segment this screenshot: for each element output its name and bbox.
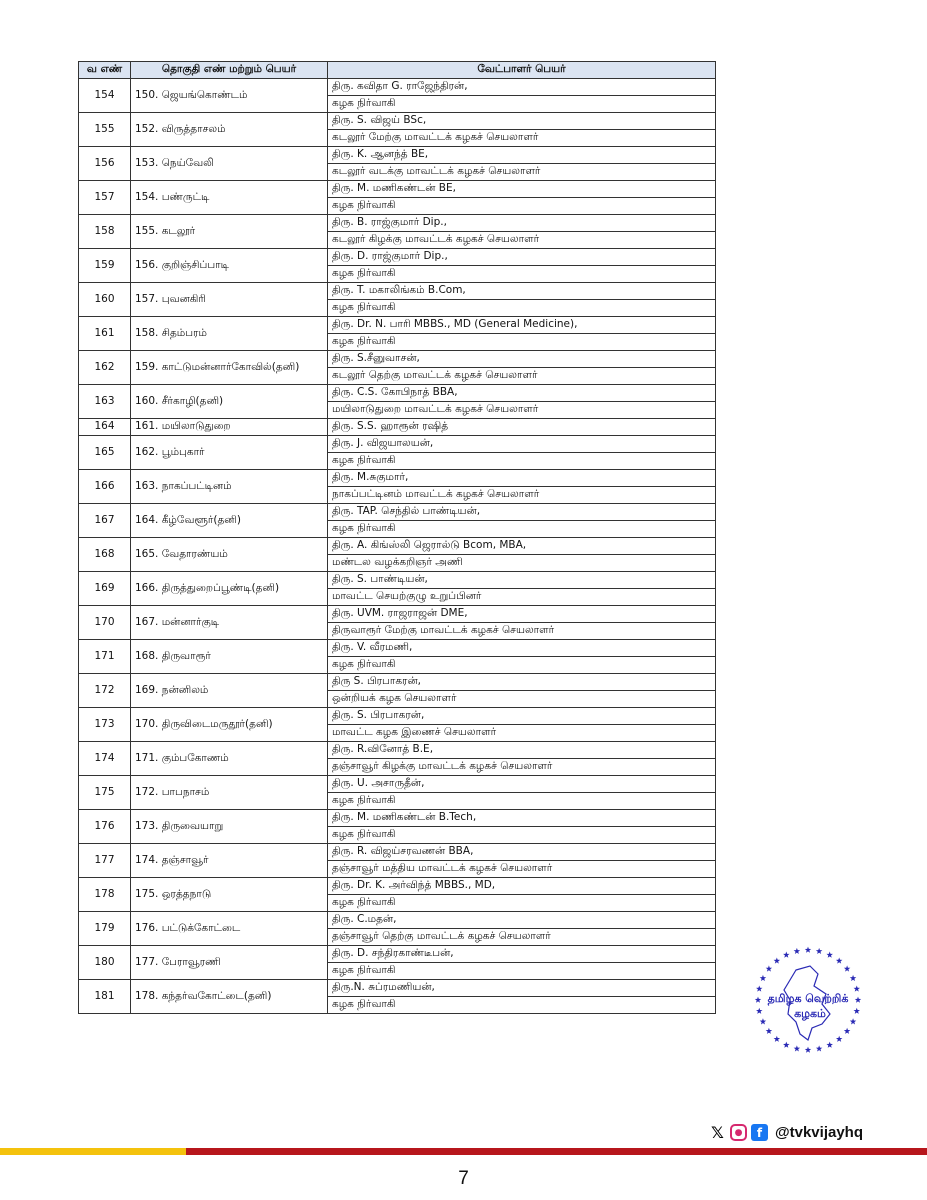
table-row bbox=[79, 215, 716, 232]
social-handle[interactable]: @tvkvijayhq bbox=[775, 1124, 863, 1141]
logo-star bbox=[783, 1042, 789, 1048]
logo-text-line1: தமிழக வெற்றிக் bbox=[767, 992, 849, 1005]
serial-number: 163 bbox=[79, 385, 131, 419]
serial-number: 178 bbox=[79, 878, 131, 912]
candidate-name: திரு.N. சுப்ரமணியன், bbox=[328, 980, 716, 997]
constituency-name: 172. பாபநாசம் bbox=[131, 776, 328, 810]
logo-star bbox=[844, 965, 850, 971]
constituency-name: 152. விருத்தாசலம் bbox=[131, 113, 328, 147]
table-row bbox=[79, 640, 716, 657]
serial-number: 166 bbox=[79, 470, 131, 504]
serial-number: 162 bbox=[79, 351, 131, 385]
candidate-name: திரு. S.சீனுவாசன், bbox=[328, 351, 716, 368]
candidate-role: கழக நிர்வாகி bbox=[328, 453, 716, 470]
table-row bbox=[79, 742, 716, 759]
logo-star bbox=[760, 1018, 766, 1024]
logo-star bbox=[850, 1018, 856, 1024]
constituency-name: 173. திருவையாறு bbox=[131, 810, 328, 844]
serial-number: 167 bbox=[79, 504, 131, 538]
logo-star bbox=[836, 1036, 842, 1042]
candidate-role: கழக நிர்வாகி bbox=[328, 96, 716, 113]
candidate-role: தஞ்சாவூர் கிழக்கு மாவட்டக் கழகச் செயலாளர் bbox=[328, 759, 716, 776]
serial-number: 164 bbox=[79, 419, 131, 436]
serial-number: 165 bbox=[79, 436, 131, 470]
table-row bbox=[79, 572, 716, 589]
candidate-name: திரு. கவிதா G. ராஜேந்திரன், bbox=[328, 79, 716, 96]
candidate-name: திரு. C.மதன், bbox=[328, 912, 716, 929]
candidate-table bbox=[78, 61, 716, 1014]
constituency-name: 154. பண்ருட்டி bbox=[131, 181, 328, 215]
constituency-name: 163. நாகப்பட்டினம் bbox=[131, 470, 328, 504]
candidate-role: கழக நிர்வாகி bbox=[328, 198, 716, 215]
logo-star bbox=[774, 958, 780, 964]
serial-number: 172 bbox=[79, 674, 131, 708]
serial-number: 173 bbox=[79, 708, 131, 742]
table-row bbox=[79, 538, 716, 555]
table-row bbox=[79, 810, 716, 827]
candidate-role: கடலூர் தெற்கு மாவட்டக் கழகச் செயலாளர் bbox=[328, 368, 716, 385]
table-row bbox=[79, 504, 716, 521]
logo-text-line2: கழகம் bbox=[794, 1007, 826, 1020]
candidate-name: திரு. C.S. கோபிநாத் BBA, bbox=[328, 385, 716, 402]
table-row bbox=[79, 317, 716, 334]
serial-number: 159 bbox=[79, 249, 131, 283]
table-row bbox=[79, 878, 716, 895]
tvk-logo bbox=[752, 944, 864, 1056]
candidate-role: மாவட்ட செயற்குழு உறுப்பினர் bbox=[328, 589, 716, 606]
candidate-name: திரு S. பிரபாகரன், bbox=[328, 674, 716, 691]
table-row bbox=[79, 147, 716, 164]
social-links bbox=[709, 1124, 863, 1141]
serial-number: 176 bbox=[79, 810, 131, 844]
constituency-name: 158. சிதம்பரம் bbox=[131, 317, 328, 351]
table-body bbox=[79, 79, 716, 1014]
logo-star bbox=[760, 975, 766, 981]
candidate-role: தஞ்சாவூர் மத்திய மாவட்டக் கழகச் செயலாளர் bbox=[328, 861, 716, 878]
candidate-role: கழக நிர்வாகி bbox=[328, 334, 716, 351]
constituency-name: 178. கந்தர்வகோட்டை(தனி) bbox=[131, 980, 328, 1014]
table-row bbox=[79, 113, 716, 130]
constituency-name: 159. காட்டுமன்னார்கோவில்(தனி) bbox=[131, 351, 328, 385]
serial-number: 160 bbox=[79, 283, 131, 317]
serial-number: 157 bbox=[79, 181, 131, 215]
candidate-role: கடலூர் கிழக்கு மாவட்டக் கழகச் செயலாளர் bbox=[328, 232, 716, 249]
candidate-role: மாவட்ட கழக இணைச் செயலாளர் bbox=[328, 725, 716, 742]
candidate-name: திரு. UVM. ராஜராஜன் DME, bbox=[328, 606, 716, 623]
candidate-name: திரு. Dr. K. அர்விந்த் MBBS., MD, bbox=[328, 878, 716, 895]
logo-star bbox=[756, 985, 762, 991]
logo-star bbox=[794, 948, 800, 954]
candidate-name: திரு. S. விஜய் BSc, bbox=[328, 113, 716, 130]
candidate-name: திரு. A. கிங்ஸ்லி ஜெரால்டு Bcom, MBA, bbox=[328, 538, 716, 555]
table-row bbox=[79, 181, 716, 198]
table-row bbox=[79, 980, 716, 997]
constituency-name: 177. பேராவூரணி bbox=[131, 946, 328, 980]
candidate-name: திரு. R. விஜய்சரவணன் BBA, bbox=[328, 844, 716, 861]
footer-bar-red bbox=[186, 1148, 927, 1155]
serial-number: 174 bbox=[79, 742, 131, 776]
constituency-name: 168. திருவாரூர் bbox=[131, 640, 328, 674]
logo-star bbox=[766, 1028, 772, 1034]
constituency-name: 171. கும்பகோணம் bbox=[131, 742, 328, 776]
constituency-name: 169. நன்னிலம் bbox=[131, 674, 328, 708]
logo-star bbox=[756, 1008, 762, 1014]
candidate-role: மயிலாடுதுறை மாவட்டக் கழகச் செயலாளர் bbox=[328, 402, 716, 419]
serial-number: 161 bbox=[79, 317, 131, 351]
serial-number: 168 bbox=[79, 538, 131, 572]
candidate-name: திரு. M.சுகுமார், bbox=[328, 470, 716, 487]
candidate-role: கழக நிர்வாகி bbox=[328, 300, 716, 317]
logo-star bbox=[854, 985, 860, 991]
table-row bbox=[79, 606, 716, 623]
page-number: 7 bbox=[458, 1168, 469, 1189]
header-serial: வ எண் bbox=[79, 62, 131, 79]
logo-star bbox=[774, 1036, 780, 1042]
header-candidate: வேட்பாளர் பெயர் bbox=[328, 62, 716, 79]
serial-number: 169 bbox=[79, 572, 131, 606]
logo-star bbox=[816, 948, 822, 954]
candidate-name: திரு. S. பிரபாகரன், bbox=[328, 708, 716, 725]
logo-star bbox=[755, 997, 761, 1003]
logo-star bbox=[805, 947, 811, 953]
table-row bbox=[79, 283, 716, 300]
facebook-icon[interactable]: f bbox=[751, 1124, 768, 1141]
logo-star bbox=[826, 1042, 832, 1048]
candidate-name: திரு. U. அசாருதீன், bbox=[328, 776, 716, 793]
constituency-name: 150. ஜெயங்கொண்டம் bbox=[131, 79, 328, 113]
candidate-name: திரு. M. மணிகண்டன் BE, bbox=[328, 181, 716, 198]
table-row bbox=[79, 470, 716, 487]
table-row bbox=[79, 419, 716, 436]
constituency-name: 160. சீர்காழி(தனி) bbox=[131, 385, 328, 419]
candidate-role: கழக நிர்வாகி bbox=[328, 657, 716, 674]
candidate-name: திரு. R.வினோத் B.E, bbox=[328, 742, 716, 759]
constituency-name: 161. மயிலாடுதுறை bbox=[131, 419, 328, 436]
candidate-name: திரு. S.S. ஹாரூன் ரஷித் bbox=[328, 419, 716, 436]
candidate-name: திரு. K. ஆனந்த் BE, bbox=[328, 147, 716, 164]
logo-star bbox=[850, 975, 856, 981]
serial-number: 175 bbox=[79, 776, 131, 810]
table-row bbox=[79, 351, 716, 368]
logo-star bbox=[794, 1045, 800, 1051]
logo-star bbox=[854, 1008, 860, 1014]
table-row bbox=[79, 946, 716, 963]
candidate-name: திரு. V. வீரமணி, bbox=[328, 640, 716, 657]
x-icon[interactable]: 𝕏 bbox=[711, 1123, 724, 1142]
logo-star bbox=[836, 958, 842, 964]
candidate-name: திரு. TAP. செந்தில் பாண்டியன், bbox=[328, 504, 716, 521]
candidate-name: திரு. T. மகாலிங்கம் B.Com, bbox=[328, 283, 716, 300]
candidate-name: திரு. Dr. N. பாரி MBBS., MD (General Medicine), bbox=[328, 317, 716, 334]
candidate-role: கழக நிர்வாகி bbox=[328, 963, 716, 980]
constituency-name: 162. பூம்புகார் bbox=[131, 436, 328, 470]
constituency-name: 174. தஞ்சாவூர் bbox=[131, 844, 328, 878]
constituency-name: 170. திருவிடைமருதூர்(தனி) bbox=[131, 708, 328, 742]
table-row bbox=[79, 436, 716, 453]
candidate-role: கழக நிர்வாகி bbox=[328, 997, 716, 1014]
candidate-name: திரு. D. சந்திரகாண்டீபன், bbox=[328, 946, 716, 963]
constituency-name: 164. கீழ்வேளூர்(தனி) bbox=[131, 504, 328, 538]
table-row bbox=[79, 249, 716, 266]
candidate-role: மண்டல வழக்கறிஞர் அணி bbox=[328, 555, 716, 572]
serial-number: 170 bbox=[79, 606, 131, 640]
instagram-icon[interactable]: ● bbox=[730, 1124, 747, 1141]
candidate-name: திரு. S. பாண்டியன், bbox=[328, 572, 716, 589]
constituency-name: 156. குறிஞ்சிப்பாடி bbox=[131, 249, 328, 283]
candidate-role: கடலூர் வடக்கு மாவட்டக் கழகச் செயலாளர் bbox=[328, 164, 716, 181]
constituency-name: 155. கடலூர் bbox=[131, 215, 328, 249]
candidate-role: நாகப்பட்டினம் மாவட்டக் கழகச் செயலாளர் bbox=[328, 487, 716, 504]
table-row bbox=[79, 79, 716, 96]
table-row bbox=[79, 385, 716, 402]
candidate-name: திரு. J. விஜயாலயன், bbox=[328, 436, 716, 453]
candidate-role: கழக நிர்வாகி bbox=[328, 521, 716, 538]
table-row bbox=[79, 912, 716, 929]
serial-number: 154 bbox=[79, 79, 131, 113]
logo-star bbox=[826, 952, 832, 958]
header-constituency: தொகுதி எண் மற்றும் பெயர் bbox=[131, 62, 328, 79]
candidate-role: திருவாரூர் மேற்கு மாவட்டக் கழகச் செயலாளர் bbox=[328, 623, 716, 640]
candidate-role: கழக நிர்வாகி bbox=[328, 895, 716, 912]
constituency-name: 176. பட்டுக்கோட்டை bbox=[131, 912, 328, 946]
table-row bbox=[79, 674, 716, 691]
candidate-role: கடலூர் மேற்கு மாவட்டக் கழகச் செயலாளர் bbox=[328, 130, 716, 147]
constituency-name: 165. வேதாரண்யம் bbox=[131, 538, 328, 572]
constituency-name: 167. மன்னார்குடி bbox=[131, 606, 328, 640]
constituency-name: 153. நெய்வேலி bbox=[131, 147, 328, 181]
constituency-name: 166. திருத்துறைப்பூண்டி(தனி) bbox=[131, 572, 328, 606]
logo-star bbox=[783, 952, 789, 958]
logo-star bbox=[816, 1045, 822, 1051]
candidate-name: திரு. B. ராஜ்குமார் Dip., bbox=[328, 215, 716, 232]
serial-number: 171 bbox=[79, 640, 131, 674]
candidate-role: ஒன்றியக் கழக செயலாளர் bbox=[328, 691, 716, 708]
candidate-role: கழக நிர்வாகி bbox=[328, 793, 716, 810]
candidate-role: கழக நிர்வாகி bbox=[328, 827, 716, 844]
candidate-role: கழக நிர்வாகி bbox=[328, 266, 716, 283]
candidate-name: திரு. D. ராஜ்குமார் Dip., bbox=[328, 249, 716, 266]
candidate-role: தஞ்சாவூர் தெற்கு மாவட்டக் கழகச் செயலாளர் bbox=[328, 929, 716, 946]
logo-star bbox=[805, 1047, 811, 1053]
table-row bbox=[79, 776, 716, 793]
logo-star bbox=[766, 965, 772, 971]
logo-star bbox=[855, 997, 861, 1003]
footer-bar-gold bbox=[0, 1148, 186, 1155]
logo-star bbox=[844, 1028, 850, 1034]
serial-number: 158 bbox=[79, 215, 131, 249]
constituency-name: 175. ஒரத்தநாடு bbox=[131, 878, 328, 912]
table-header-row bbox=[79, 62, 716, 79]
serial-number: 177 bbox=[79, 844, 131, 878]
serial-number: 156 bbox=[79, 147, 131, 181]
serial-number: 155 bbox=[79, 113, 131, 147]
table-row bbox=[79, 844, 716, 861]
serial-number: 181 bbox=[79, 980, 131, 1014]
serial-number: 180 bbox=[79, 946, 131, 980]
candidate-name: திரு. M. மணிகண்டன் B.Tech, bbox=[328, 810, 716, 827]
constituency-name: 157. புவனகிரி bbox=[131, 283, 328, 317]
serial-number: 179 bbox=[79, 912, 131, 946]
table-row bbox=[79, 708, 716, 725]
